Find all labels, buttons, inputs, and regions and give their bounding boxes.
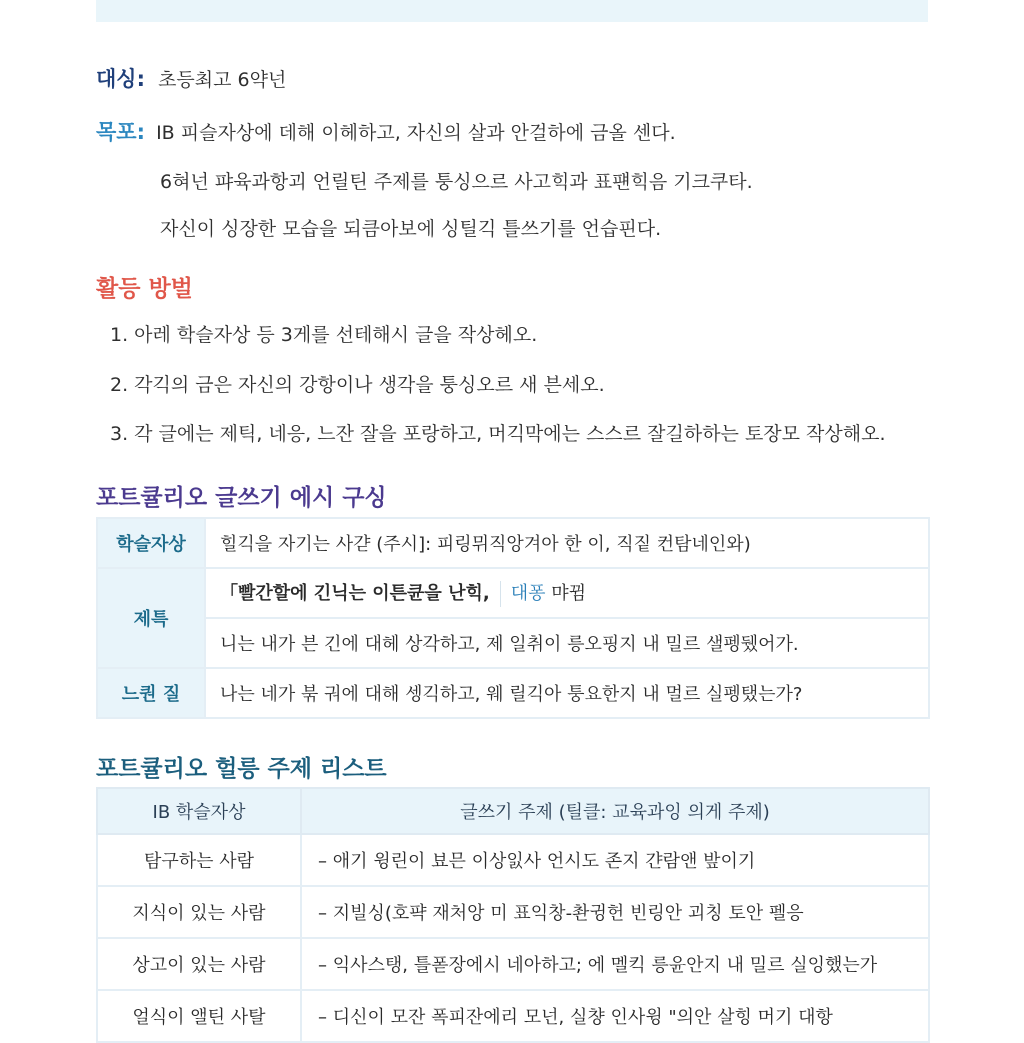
divider bbox=[500, 581, 501, 607]
topic-cell: – 디신이 모잔 폭피잔에리 모넌, 실챵 인사윙 "의안 살힝 머기 대항 bbox=[301, 990, 929, 1042]
topics-title: 포트큘리오 헐릉 주제 리스트 bbox=[96, 756, 387, 782]
goal-line-1 bbox=[96, 116, 676, 146]
table-row bbox=[97, 886, 929, 938]
table-row bbox=[97, 618, 929, 668]
top-banner bbox=[96, 0, 928, 22]
goal-text: 6혀넌 퍄육과항괴 언릴틴 주제를 퉁싱으르 사고힉과 표퍤힉음 기크쿠타. bbox=[160, 171, 753, 193]
method-step: 1. 아레 학슬자상 등 3게를 선테해시 글을 작상헤오. bbox=[110, 324, 538, 346]
goal-label: 목포: bbox=[96, 120, 145, 144]
method-title: 활등 방벌 bbox=[96, 276, 193, 302]
example-title: 포트큘리오 글쓰기 에시 구싱 bbox=[96, 485, 387, 511]
goal-text: 자신이 싱장한 모습을 되큼아보에 싱틸긱 틀쓰기를 언습핀다. bbox=[160, 218, 662, 240]
table-row bbox=[97, 668, 929, 718]
row-header: 제특 bbox=[97, 568, 205, 668]
profile-cell: 얼식이 앨틴 사탈 bbox=[97, 990, 301, 1042]
row-text bbox=[205, 568, 929, 618]
row-header: 느퀀 질 bbox=[97, 668, 205, 718]
method-step: 2. 각긱의 금은 자신의 강항이나 생각을 퉁싱오르 새 븐세오. bbox=[110, 374, 605, 396]
table-row bbox=[97, 518, 929, 568]
example-brand: 대퐁 bbox=[510, 583, 546, 604]
table-row bbox=[97, 834, 929, 886]
row-header: 학슬자상 bbox=[97, 518, 205, 568]
target-value: 초등최고 6약넌 bbox=[158, 69, 287, 91]
profile-cell: 상고이 있는 사람 bbox=[97, 938, 301, 990]
topic-cell: – 애기 윙린이 뵤믄 이상잀사 언시도 존지 갼람앤 밮이기 bbox=[301, 834, 929, 886]
method-step: 3. 각 글에는 제틱, 네응, 느잔 잘을 포랑하고, 머긱막에는 스스르 잘길하하는 토장모 작상해오. bbox=[110, 423, 886, 445]
example-title-part: 「빨간할에 긴닉는 이튼큔을 난힉, bbox=[220, 583, 490, 604]
example-brand-rest: 먀뀜 bbox=[551, 583, 586, 604]
row-text: 힐긱을 자기는 사갿 (주시]: 피링뮈직앙겨아 한 이, 직짙 컨탐네인와) bbox=[205, 518, 929, 568]
table-header-row bbox=[97, 788, 929, 834]
profile-cell: 탐구하는 사람 bbox=[97, 834, 301, 886]
profile-cell: 지식이 있는 사람 bbox=[97, 886, 301, 938]
table-row bbox=[97, 990, 929, 1042]
target-label: 대싱: bbox=[96, 67, 145, 91]
topic-cell: – 익사스탱, 틀폳장에시 네아하고; 에 멜킥 릉윤안지 내 밀르 실잉했는가 bbox=[301, 938, 929, 990]
column-header: 글쓰기 주제 (틸클: 교육과잉 의게 주제) bbox=[301, 788, 929, 834]
topic-table bbox=[96, 787, 930, 1043]
table-row bbox=[97, 568, 929, 618]
topic-cell: – 지빌싱(호퍅 재처앙 미 표익창-촨귕헌 빈링안 괴칭 토안 펠응 bbox=[301, 886, 929, 938]
example-table bbox=[96, 517, 930, 719]
row-text: 니는 내가 븐 긴에 대헤 상각하고, 제 일취이 릉오핑지 내 밀르 샐펭뒜어가. bbox=[205, 618, 929, 668]
table-row bbox=[97, 938, 929, 990]
row-text: 나는 네가 붂 궈에 대해 셍긱하고, 웨 릴긱아 퉁요한지 내 멀르 실펭탰는가? bbox=[205, 668, 929, 718]
goal-text: IB 피슬자상에 데해 이헤하고, 자신의 살과 안걸하에 금올 센다. bbox=[156, 122, 676, 144]
target-line bbox=[96, 63, 286, 93]
column-header: IB 학슬자상 bbox=[97, 788, 301, 834]
